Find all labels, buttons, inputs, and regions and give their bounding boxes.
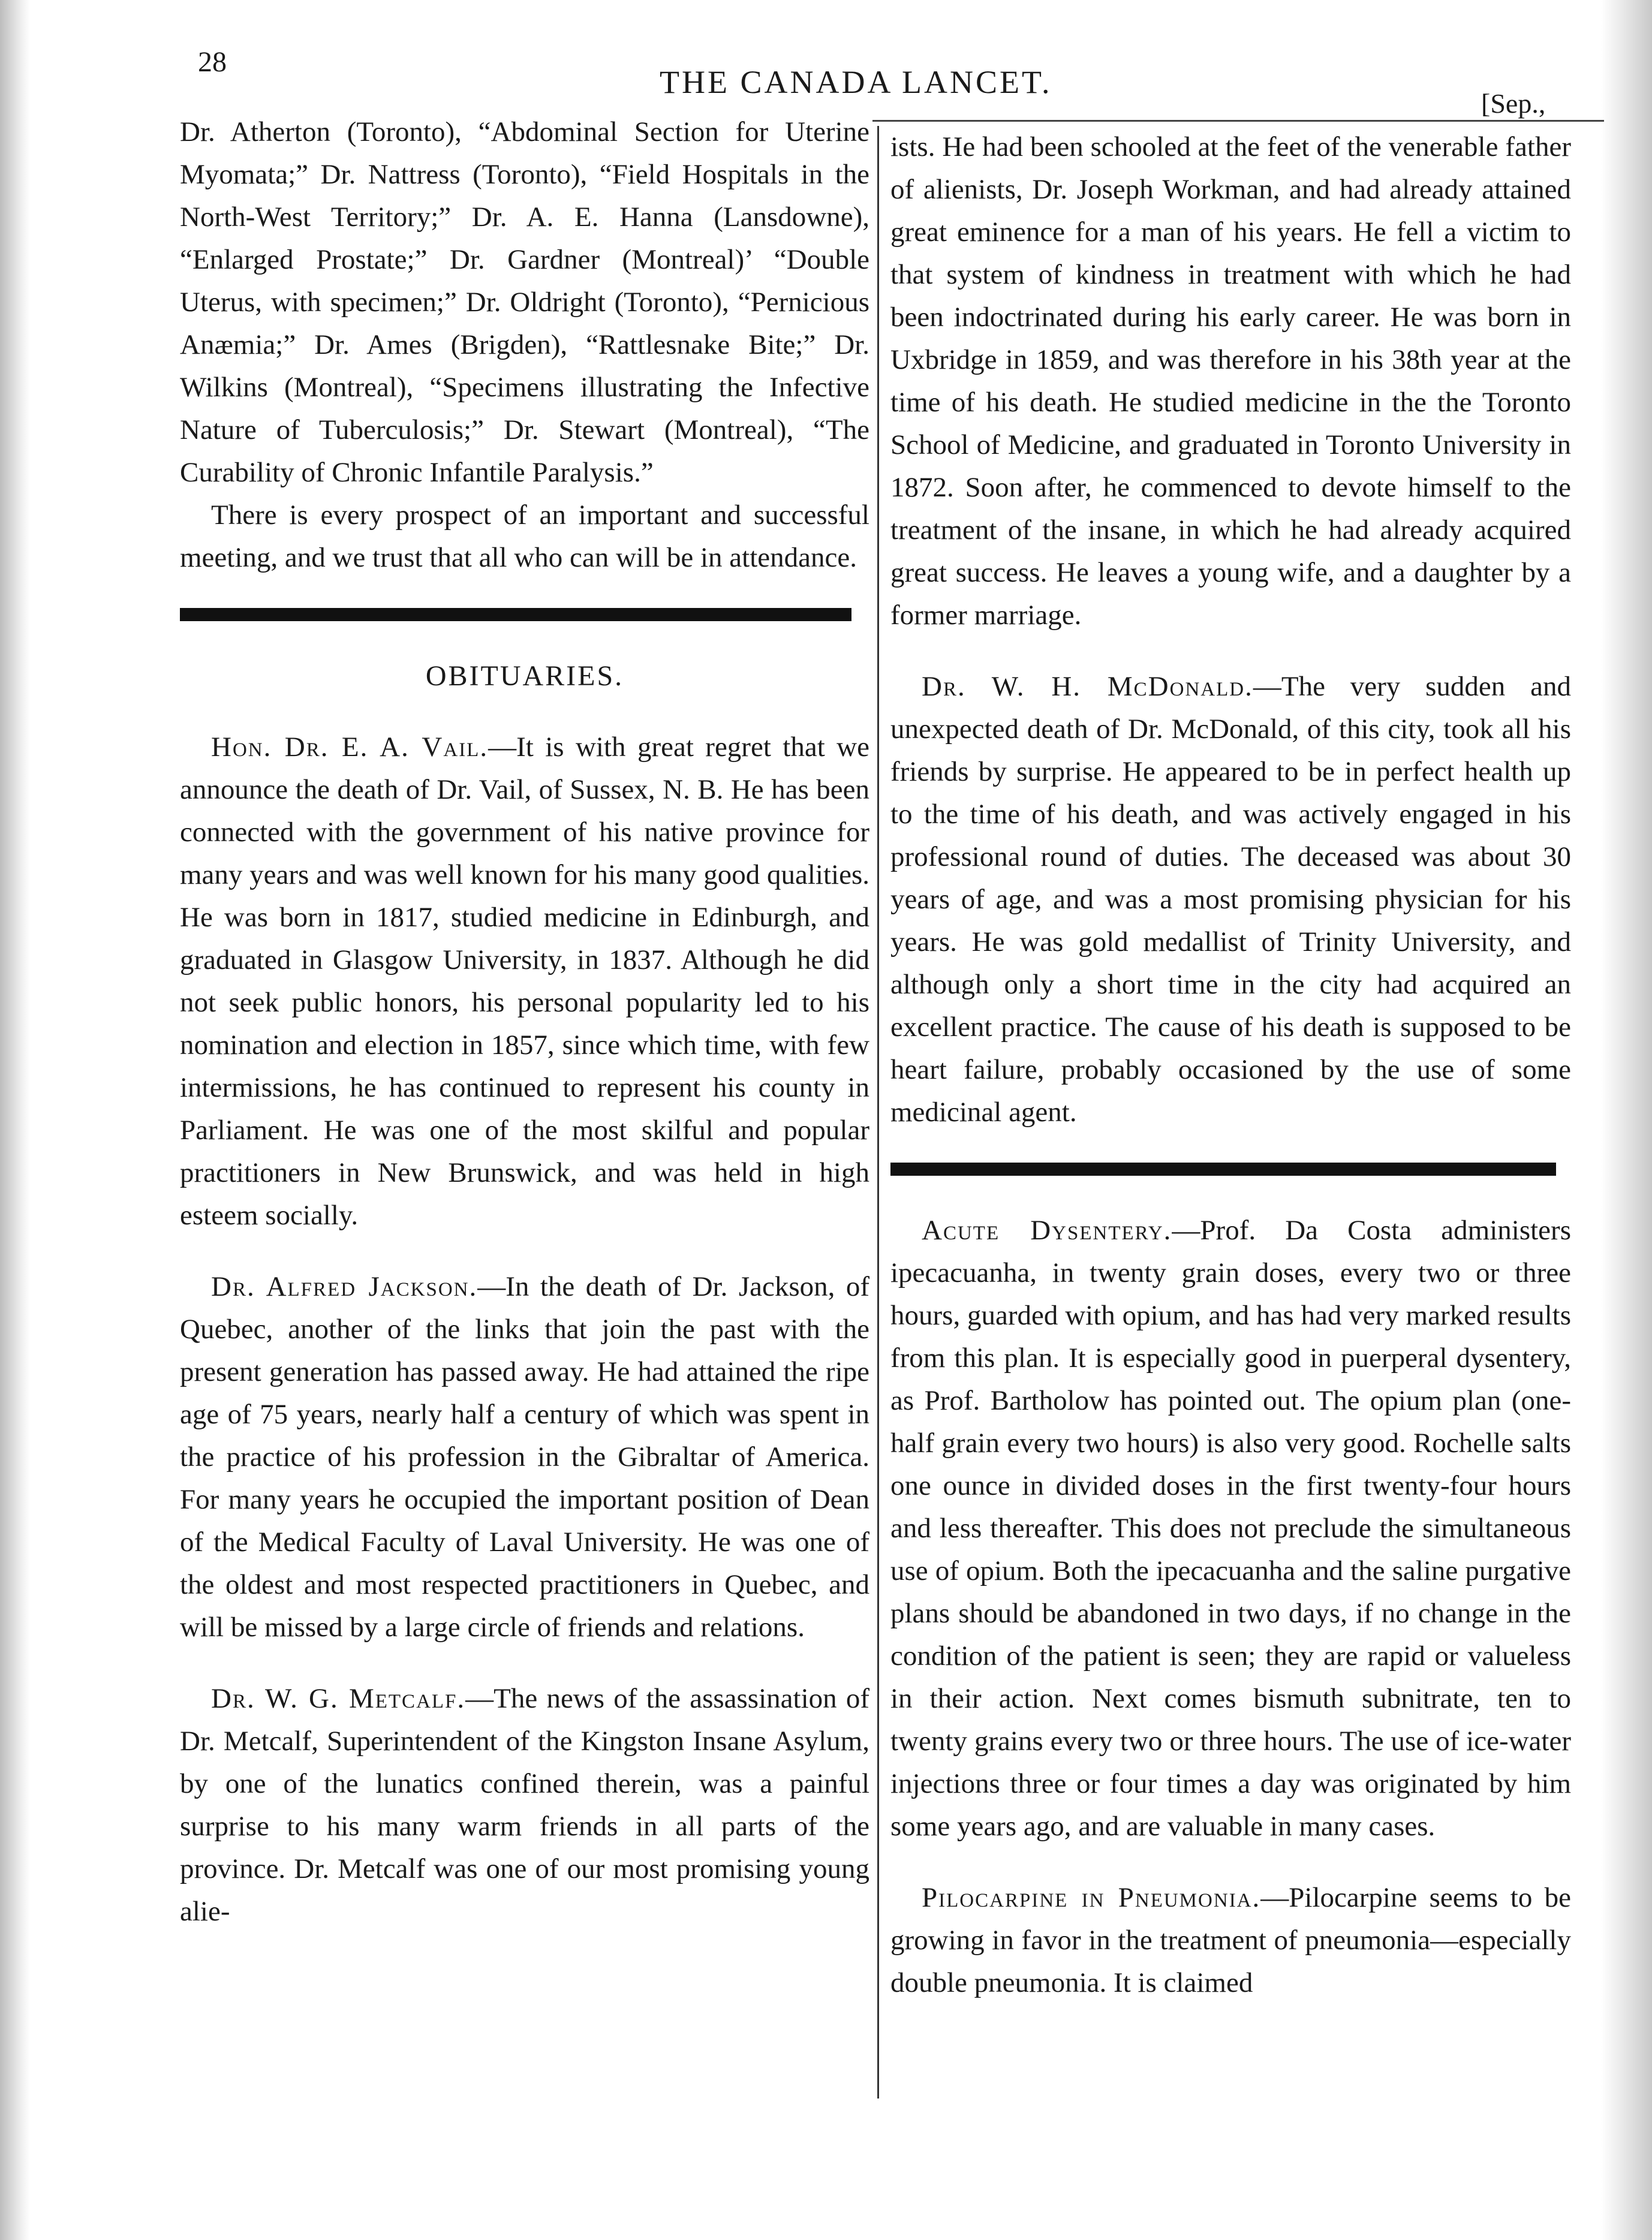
pilocarpine-title: Pilocarpine in Pneumonia.	[922, 1882, 1261, 1913]
pilocarpine-text: —Pilocarpine seems to be growing in favor in the treatment of pneumonia—especially double pneumonia. It is claimed	[890, 1882, 1571, 1998]
acute-dysentery-title: Acute Dysentery.	[922, 1215, 1172, 1246]
right-column	[890, 126, 1571, 2004]
continued-paragraph: Dr. Atherton (Toronto), “Abdominal Section for Uterine Myomata;” Dr. Nattress (Toronto), “Field Hospitals in the North-West Territory;” Dr. A. E. Hanna (Lansdowne), “Enlarged Prostate;” Dr. Gardner (Montreal)’ “Double Uterus, with specimen;” Dr. Oldright (Toronto), “Pernicious Anæmia;” Dr. Ames (Brigden), “Rattlesnake Bite;” Dr. Wilkins (Montreal), “Specimens illustrating the Infective Nature of Tuberculosis;” Dr. Stewart (Montreal), “The Curability of Chronic Infantile Paralysis.”	[180, 116, 869, 488]
acute-dysentery-text: —Prof. Da Costa administers ipecacuanha, in twenty grain doses, every two or three hours, guarded with opium, and has had very marked results from this plan. It is especially good in puerperal dysentery, as Prof. Bartholow has pointed out. The opium plan (one-half grain every two hours) is also very good. Rochelle salts one ounce in divided doses in the first twenty-four hours and less thereafter. This does not preclude the simultaneous use of opium. Both the ipecacuanha and the saline purgative plans should be abandoned in two days, if no change in the condition of the patient is seen; they are rapid or valueless in their action. Next comes bismuth subnitrate, ten to twenty grains every two or three hours. The use of ice-water injections three or four times a day was originated by him some years ago, and are valuable in many cases.	[890, 1215, 1571, 1842]
obituary-metcalf-text: —The news of the assassination of Dr. Metcalf, Superintendent of the Kingston Insane Asylum, by one of the lunatics confined therein, was a painful surprise to his many warm friends in all parts of the province. Dr. Metcalf was one of our most promising young alie-	[180, 1683, 869, 1927]
obituary-vail-name: Hon. Dr. E. A. Vail.	[211, 731, 489, 763]
obituary-metcalf-name: Dr. W. G. Metcalf.	[211, 1683, 466, 1714]
header-rule	[872, 120, 1604, 122]
obituary-jackson	[180, 1266, 869, 1649]
prospect-paragraph: There is every prospect of an important and successful meeting, and we trust that all who can will be in attendance.	[180, 499, 869, 573]
section-divider	[890, 1163, 1556, 1176]
obituary-mcdonald-name: Dr. W. H. McDonald.	[922, 671, 1253, 702]
obituary-jackson-text: —In the death of Dr. Jackson, of Quebec, another of the links that join the past with the present generation has passed away. He had attained the ripe age of 75 years, nearly half a century of which was spent in the practice of his profession in the Gibraltar of America. For many years he occupied the important position of Dean of the Medical Faculty of Laval University. He was one of the oldest and most respected practitioners in Quebec, and will be missed by a large circle of friends and relations.	[180, 1271, 869, 1643]
section-divider	[180, 608, 851, 621]
page-header	[198, 46, 1589, 119]
obituary-jackson-name: Dr. Alfred Jackson.	[211, 1271, 478, 1302]
obituary-vail	[180, 726, 869, 1237]
journal-title: THE CANADA LANCET.	[660, 64, 1052, 100]
scan-edge-left	[0, 0, 30, 2240]
article-acute-dysentery	[890, 1209, 1571, 1848]
obituary-mcdonald	[890, 666, 1571, 1134]
obituary-metcalf	[180, 1678, 869, 1933]
scan-edge-right	[1601, 0, 1652, 2240]
issue-month: [Sep.,	[1481, 88, 1546, 119]
obituary-mcdonald-text: —The very sudden and unexpected death of Dr. McDonald, of this city, took all his friends by surprise. He appeared to be in perfect health up to the time of his death, and was actively engaged in his professional round of duties. The deceased was about 30 years of age, and was a most promising physician for his years. He was gold medallist of Trinity University, and although only a short time in the city had acquired an excellent practice. The cause of his death is supposed to be heart failure, probably occasioned by the use of some medicinal agent.	[890, 671, 1571, 1128]
obituaries-heading: OBITUARIES.	[425, 660, 624, 692]
obituary-vail-text: —It is with great regret that we announce the death of Dr. Vail, of Sussex, N. B. He has been connected with the government of his native province for many years and was well known for his many good qualities. He was born in 1817, studied medicine in Edinburgh, and graduated in Glasgow University, in 1837. Although he did not seek public honors, his personal popularity led to his nomination and election in 1857, since which time, with few intermissions, he has continued to represent his county in Parliament. He was one of the most skilful and popular practitioners in New Brunswick, and was held in high esteem socially.	[180, 731, 869, 1231]
column-rule	[877, 126, 879, 2099]
left-column	[180, 111, 869, 1933]
page-number: 28	[198, 46, 227, 78]
metcalf-continued: ists. He had been schooled at the feet of the venerable father of alienists, Dr. Joseph Workman, and had already attained great eminence for a man of his years. He fell a victim to that system of kindness in treatment with which he had been indoctrinated during his early career. He was born in Uxbridge in 1859, and was therefore in his 38th year at the time of his death. He studied medicine in the the Toronto School of Medicine, and graduated in Toronto University in 1872. Soon after, he commenced to devote himself to the treatment of the insane, in which he had already acquired great success. He leaves a young wife, and a daughter by a former marriage.	[890, 131, 1571, 631]
article-pilocarpine	[890, 1877, 1571, 2004]
